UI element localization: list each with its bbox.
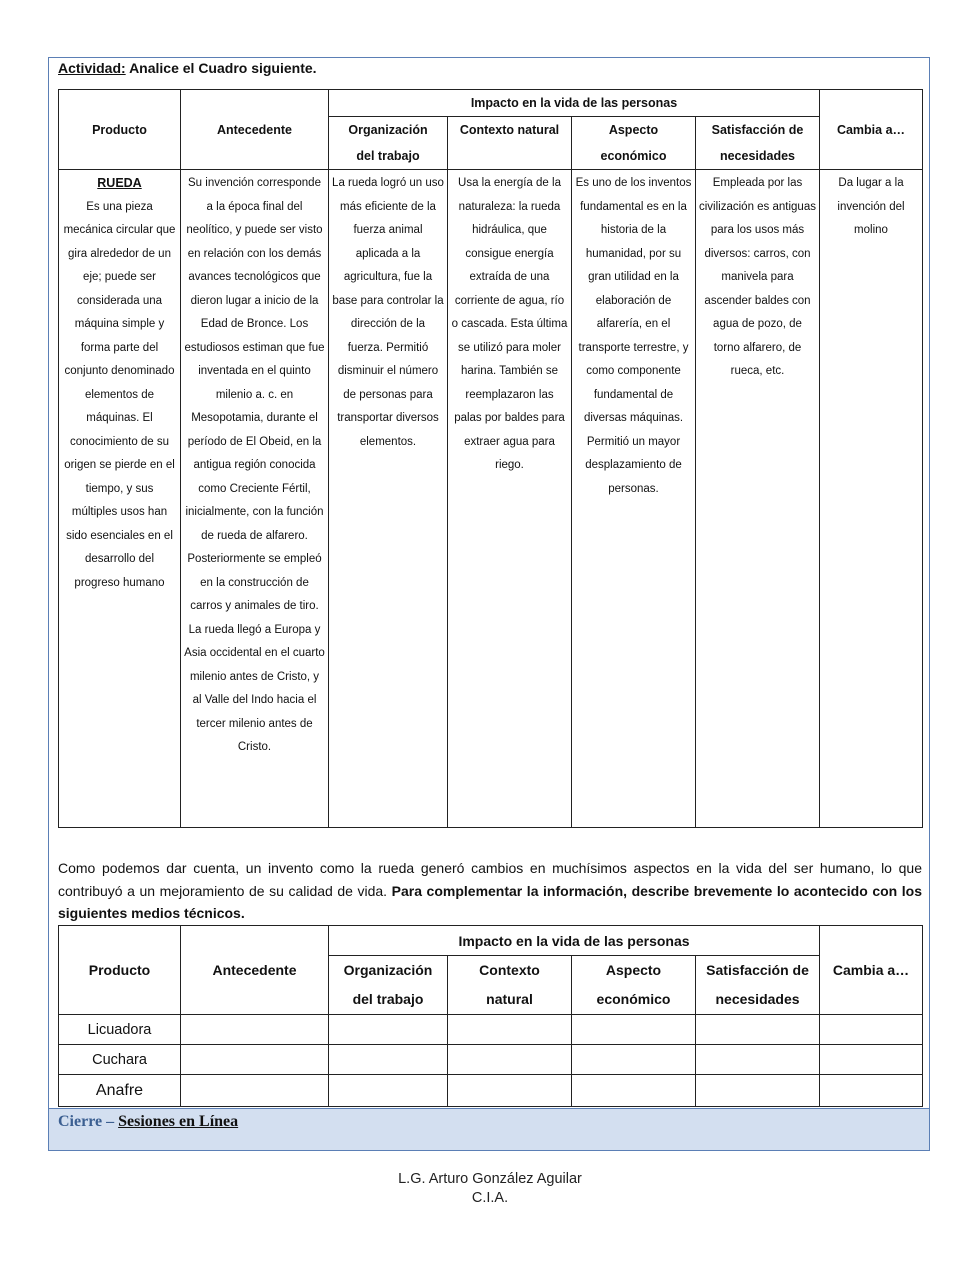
cierre-prefix: Cierre – (58, 1113, 115, 1130)
cell-organizacion: La rueda logró un uso más eficiente de la fuerza animal aplicada a la agricultura, fue la base para controlar la dirección de la fuerza. Permitió disminuir el número de personas para transportar diversos elementos. (329, 170, 448, 828)
t2-header-satisfaccion-line1: Satisfacción de (706, 962, 809, 978)
blank-cell[interactable] (181, 1015, 329, 1045)
row-label-licuadora: Licuadora (59, 1015, 181, 1045)
header-satisfaccion (696, 117, 820, 170)
header-organizacion-line1: Organización (348, 123, 428, 137)
activity-text: Analice el Cuadro siguiente. (129, 60, 317, 76)
table-row (59, 1075, 923, 1107)
blank-cell[interactable] (329, 1075, 448, 1107)
cell-producto (59, 170, 181, 828)
cell-satisfaccion: Empleada por las civilización es antiguas para los usos más diversos: carros, con manivela para ascender baldes con agua de pozo, de torno alfarero, de rueca, etc. (696, 170, 820, 828)
header-aspecto-line1: Aspecto (608, 123, 659, 137)
row-label-anafre: Anafre (59, 1075, 181, 1107)
medios-table (58, 925, 923, 1107)
blank-cell[interactable] (820, 1045, 923, 1075)
t2-header-satisfaccion-line2: necesidades (715, 991, 800, 1007)
cell-aspecto: Es uno de los inventos fundamental es en la historia de la humanidad, por su gran utilidad en la elaboración de alfarería, en el transporte terrestre, y como componente fundamental de diversas máquinas. Permitió un mayor desplazamiento de personas. (572, 170, 696, 828)
t2-header-impacto: Impacto en la vida de las personas (329, 926, 820, 956)
table-row (59, 1045, 923, 1075)
blank-cell[interactable] (448, 1075, 572, 1107)
t2-header-organizacion (329, 956, 448, 1015)
cierre-bar (49, 1108, 929, 1150)
t2-header-aspecto (572, 956, 696, 1015)
blank-cell[interactable] (696, 1015, 820, 1045)
t2-header-satisfaccion (696, 956, 820, 1015)
blank-cell[interactable] (329, 1015, 448, 1045)
header-organizacion-line2: del trabajo (356, 149, 420, 163)
blank-cell[interactable] (696, 1075, 820, 1107)
t2-header-organizacion-line2: del trabajo (352, 991, 424, 1007)
blank-cell[interactable] (572, 1045, 696, 1075)
header-aspecto (572, 117, 696, 170)
t2-header-contexto (448, 956, 572, 1015)
t2-header-contexto-line2: natural (486, 991, 533, 1007)
t2-header-aspecto-line1: Aspecto (605, 962, 662, 978)
t2-header-aspecto-line2: económico (596, 991, 671, 1007)
activity-label: Actividad: (58, 60, 126, 76)
cell-antecedente: Su invención corresponde a la época final del neolítico, y puede ser visto en relación con los demás avances tecnológicos que dieron lugar a inicio de la Edad de Bronce. Los estudiosos estiman que fue inventada en el quinto milenio a. c. en Mesopotamia, durante el período de El Obeid, en la antigua región conocida como Creciente Fértil, inicialmente, con la función de rueda de alfarero. Posteriormente se empleó en la construcción de carros y animales de tiro. La rueda llegó a Europa y Asia occidental en el cuarto milenio antes de Cristo, y al Valle del Indo hacia el tercer milenio antes de Cristo. (181, 170, 329, 828)
producto-text: Es una pieza mecánica circular que gira alrededor de un eje; puede ser considerada una máquina simple y forma parte del conjunto denominado elementos de máquinas. El conocimiento de su origen se pierde en el tiempo, y sus múltiples usos han sido esenciales en el desarrollo del progreso humano (63, 200, 176, 589)
header-contexto: Contexto natural (448, 117, 572, 170)
blank-cell[interactable] (572, 1075, 696, 1107)
header-satisfaccion-line1: Satisfacción de (711, 123, 804, 137)
blank-cell[interactable] (820, 1015, 923, 1045)
blank-cell[interactable] (181, 1075, 329, 1107)
t2-header-antecedente: Antecedente (181, 926, 329, 1015)
header-impacto: Impacto en la vida de las personas (329, 90, 820, 117)
t2-header-contexto-line1: Contexto (479, 962, 540, 978)
activity-heading (58, 60, 317, 76)
cell-cambia: Da lugar a la invención del molino (820, 170, 923, 828)
footer-author: L.G. Arturo González Aguilar (398, 1171, 582, 1187)
header-organizacion (329, 117, 448, 170)
blank-cell[interactable] (448, 1045, 572, 1075)
complement-paragraph (58, 857, 922, 925)
blank-cell[interactable] (820, 1075, 923, 1107)
rueda-table (58, 89, 923, 828)
header-satisfaccion-line2: necesidades (719, 149, 796, 163)
footer-org: C.I.A. (471, 1190, 509, 1206)
t2-header-cambia: Cambia a… (820, 926, 923, 1015)
header-antecedente: Antecedente (181, 90, 329, 170)
header-producto: Producto (59, 90, 181, 170)
blank-cell[interactable] (448, 1015, 572, 1045)
blank-cell[interactable] (181, 1045, 329, 1075)
blank-cell[interactable] (329, 1045, 448, 1075)
t2-header-producto: Producto (59, 926, 181, 1015)
header-cambia: Cambia a… (820, 90, 923, 170)
footer (0, 1170, 980, 1208)
cell-contexto: Usa la energía de la naturaleza: la rueda hidráulica, que consigue energía extraída de una corriente de agua, río o cascada. Esta última se utilizó para moler harina. También se reemplazaron las palas por baldes para extraer agua para riego. (448, 170, 572, 828)
header-aspecto-line2: económico (600, 149, 667, 163)
paragraph-bold: Para complementar la información, describe brevemente lo acontecido con los siguientes medios técnicos. (58, 882, 923, 921)
row-label-cuchara: Cuchara (59, 1045, 181, 1075)
blank-cell[interactable] (572, 1015, 696, 1045)
blank-cell[interactable] (696, 1045, 820, 1075)
paragraph-normal: Como podemos dar cuenta, un invento como la rueda generó cambios en muchísimos aspectos en la vida del ser humano, lo que contribuyó a un mejoramiento de su calidad de vida. (58, 860, 922, 899)
table-row (59, 1015, 923, 1045)
t2-header-organizacion-line1: Organización (343, 962, 433, 978)
cierre-link[interactable]: Sesiones en Línea (118, 1113, 239, 1130)
producto-title: RUEDA (97, 176, 142, 190)
